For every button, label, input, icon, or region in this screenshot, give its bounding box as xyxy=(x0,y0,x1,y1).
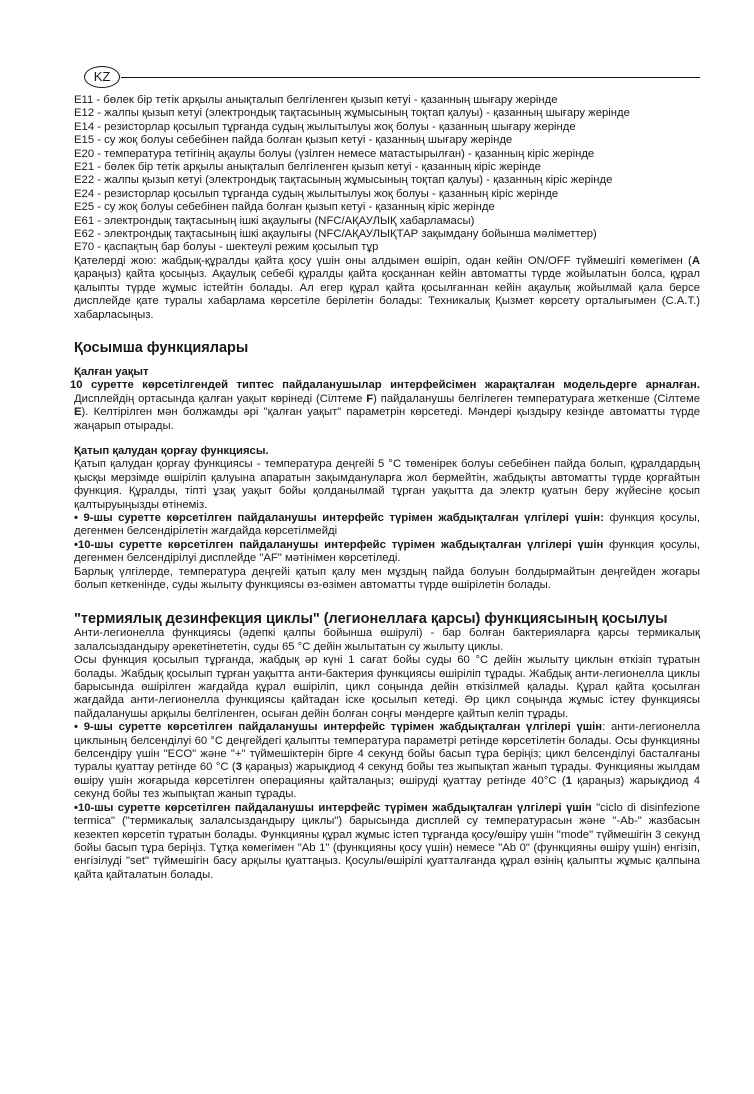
error-code-item xyxy=(74,201,700,214)
error-code: E11 xyxy=(74,94,94,106)
error-code: E20 xyxy=(74,147,95,160)
error-code-item xyxy=(74,134,700,147)
error-code-item xyxy=(74,121,700,134)
antifreeze-body: Қатып қалудан қорғау функциясы - температура деңгейі 5 °С төменірек болуы себебінен пайда болып, құралдардың қысқы мерзімде өшіріліп қалуына апаратын зақымдануларға жол бермейтін, жабдықты автоматты түрде қорғайтын функция. Құралды, тіпті ұзақ уақыт бойы қолданылмай тұрған уақытта да электр қуатын беру жүйесіне қосып қалтыруыңызды өтінеміз. xyxy=(74,458,700,511)
thermal-p2: Осы функция қосылып тұрғанда, жабдық әр күні 1 сағат бойы суды 60 °С дейін жылыту циклын өткізіп тұратын болады. Жабдық қосылып тұрған уақытта анти-бактерия функциясы өшіріліп тұрады. Жабдық анти-легионелла циклы барысында өшірілген жағдайда құрал өшіріліп, цикл соңында дейін өткізілмей қалады. Құрал қайта қосылған жағдайда анти-легионелла функциясы қайтадан іске қосылып кетеді. Әр цикл соңында жұмыс істеу функциясы пайдаланушы арқылы белгіленген, осыған дейін болған соңғы мәндерге қайтып келіп тұрады. xyxy=(74,654,700,720)
error-code: E62 xyxy=(74,228,95,241)
language-badge: KZ xyxy=(84,66,120,88)
error-code: E21 xyxy=(74,161,95,174)
error-description: - су жоқ болуы себебінен пайда болған қызып кетуі - қазанның кіріс жерінде xyxy=(94,201,495,214)
thermal-disinfection-title: "термиялық дезинфекция циклы" (легионеллаға қарсы) функциясының қосылуы xyxy=(74,611,668,628)
error-code-item xyxy=(74,94,700,107)
error-code-item xyxy=(74,148,700,161)
error-code-item xyxy=(74,215,700,228)
error-code: E25 xyxy=(74,201,95,214)
error-code: E70 xyxy=(74,241,95,254)
error-code: E15 xyxy=(74,134,95,147)
remaining-time-text: 10 суретте көрсетілгендей типтес пайдаланушылар интерфейсімен жарақталған модельдерге арналған. Дисплейдің ортасында қалған уақыт көрінеді (Сілтеме F) пайдаланушы белгілеген температураға жеткенше (Сілтеме E). Келтірілген мән болжамды әрі "қалған уақыт" параметрін көрсетеді. Мәндері қыздыру кезінде автоматты түрде жаңарып отырады. xyxy=(70,379,700,432)
error-description: - қаспақтың бар болуы - шектеулі режим қосылып тұр xyxy=(94,241,379,254)
error-code: E14 xyxy=(74,120,95,133)
error-description: - бөлек бір тетік арқылы анықталып белгіленген қызып кетуі - қазанның шығару жерінде xyxy=(93,94,558,106)
antifreeze-heading: Қатып қалудан қорғау функциясы. xyxy=(74,444,269,457)
error-code: E24 xyxy=(74,187,95,200)
error-description: - температура тетігінің ақаулы болуы (үзілген немесе матастырылған) - қазанның кіріс жерінде xyxy=(94,147,595,160)
error-code-item xyxy=(74,188,700,201)
error-code-list xyxy=(74,94,700,255)
error-code: E61 xyxy=(74,214,95,227)
error-description: - жалпы қызып кетуі (электрондық тақтасының жұмысының тоқтап қалуы) - қазанның кіріс жерінде xyxy=(94,174,613,187)
header-rule xyxy=(121,77,700,78)
page-header xyxy=(74,66,700,92)
error-code: E12 xyxy=(74,107,95,120)
thermal-bullet-9: • 9-шы суретте көрсетілген пайдаланушы интерфейс түрімен жабдықталған үлгілері үшін: анти-легионелла циклының белсенділуі 60 °С деңгейдегі қалыпты температура параметрі ретінде көрсетілетін болады. Осы функцияны белсендіру үшін "ECO" және "+" түймешіктерін бірге 4 секунд бойы басып тұра беріңіз; цикл белсенділуі басталғаны туралы қуаттау ретінде 60 °С (3 қараңыз) жарықдиод 4 секунд бойы тез жыпықтап жанып тұрады. Функцияны жылдам өшіру үшін жоғарыда көрсетілген операцияны қайталаңыз; өшіруді қуаттау ретінде 40°С (1 қараңыз) жарықдиод 4 секунд бойы тез жыпықтап жанып тұрады. xyxy=(74,721,700,801)
additional-functions-title: Қосымша функциялары xyxy=(74,339,249,356)
manual-page xyxy=(70,66,701,882)
thermal-bullet-10: •10-шы суретте көрсетілген пайдаланушы интерфейс түрімен жабдықталған үлгілері үшін "ciclo di disinfezione termica" ("термикалық залалсыздандыру циклы") барысында дисплей су температурасын және "-Ab-" жазбасын кезектеп көрсетіп тұратын болады. Функцияны құрал жұмыс істеп тұрғанда қосу/өшіру үшін "mode" түймешігін 3 секунд бойы басып тұра беріңіз. Тұтқа көмегімен "Ab 1" (функцияны қосу үшін) немесе "Ab 0" (функцияны өшіру үшін) енгізіп, енгізілуді "set" түймешігін басу арқылы қуаттаңыз. Қосулы/өшірілі қуатталғанда құрал өзінің қалыпты жұмыс қалпына қайта қайталатын болады. xyxy=(74,801,701,881)
antifreeze-bullet-9: • 9-шы суретте көрсетілген пайдаланушы интерфейс түрімен жабдықталған үлгілері үшін: функция қосулы, дегенмен белсендірілетін жағдайда көрсетілмейді xyxy=(74,511,701,538)
error-code-item xyxy=(74,241,700,254)
error-code-item xyxy=(74,228,700,241)
antifreeze-bullet-10: •10-шы суретте көрсетілген пайдаланушы интерфейс түрімен жабдықталған үлгілері үшін функция қосулы, дегенмен белсендірілуі дисплейде "AF" мәтінімен көрсетіледі. xyxy=(74,538,700,565)
antifreeze-footer: Барлық үлгілерде, температура деңгейі қатып қалу мен мұздың пайда болуын болдырмайтын деңгейден жоғары болып кеткенінде, суды жылыту функциясы өз-өзімен автоматты түрде өшірілетін болады. xyxy=(74,565,700,591)
error-description: - резисторлар қосылып тұрғанда судың жылытылуы жоқ болуы - қазанның шығару жерінде xyxy=(94,120,576,133)
error-description: - бөлек бір тетік арқылы анықталып белгіленген қызып кетуі - қазанның кіріс жерінде xyxy=(94,161,541,174)
error-code-item xyxy=(74,161,700,174)
error-code: E22 xyxy=(74,174,95,187)
error-description: - резисторлар қосылып тұрғанда судың жылытылуы жоқ болуы - қазанның кіріс жерінде xyxy=(94,187,559,200)
errors-note: Қателерді жою: жабдық-құралды қайта қосу үшін оны алдымен өшіріп, одан кейін ON/OFF түймешігі көмегімен (A қараңыз) қайта қосыңыз. Ақаулық себебі құралды қайта қосқаннан кейін автоматты түрде жойылатын болса, құрал қалыпты түрде жұмыс істейтін болады. Ал егер құрал қайта қосылғаннан кейін ақаулық жойылмай қала берсе дисплейде қате туралы хабарлама көрсетіле берілетін болады: Техникалық Қызмет көрсету орталығымен (С.А.Т.) хабарласыңыз. xyxy=(74,254,700,321)
error-code-item xyxy=(74,174,700,187)
error-description: - электрондық тақтасының ішкі ақаулығы (NFC/АҚАУЛЫҚТАР зақымдану бойынша мәліметтер) xyxy=(94,228,597,241)
error-description: - су жоқ болуы себебінен пайда болған қызып кетуі - қазанның шығару жерінде xyxy=(94,134,513,147)
error-description: - электрондық тақтасының ішкі ақаулығы (NFC/АҚАУЛЫҚ хабарламасы) xyxy=(94,214,475,227)
error-code-item xyxy=(74,107,700,120)
error-description: - жалпы қызып кетуі (электрондық тақтасының жұмысының тоқтап қалуы) - қазанның шығару жерінде xyxy=(94,107,630,120)
remaining-time-heading: Қалған уақыт xyxy=(74,365,149,378)
thermal-p1: Анти-легионелла функциясы (әдепкі қалпы бойынша өшірулі) - бар болған бактерияларға қарсы термикалық залалсыздандыру әрекетінететін, суды 65 °С дейін жылытатын су жылыту циклы. xyxy=(74,627,700,653)
